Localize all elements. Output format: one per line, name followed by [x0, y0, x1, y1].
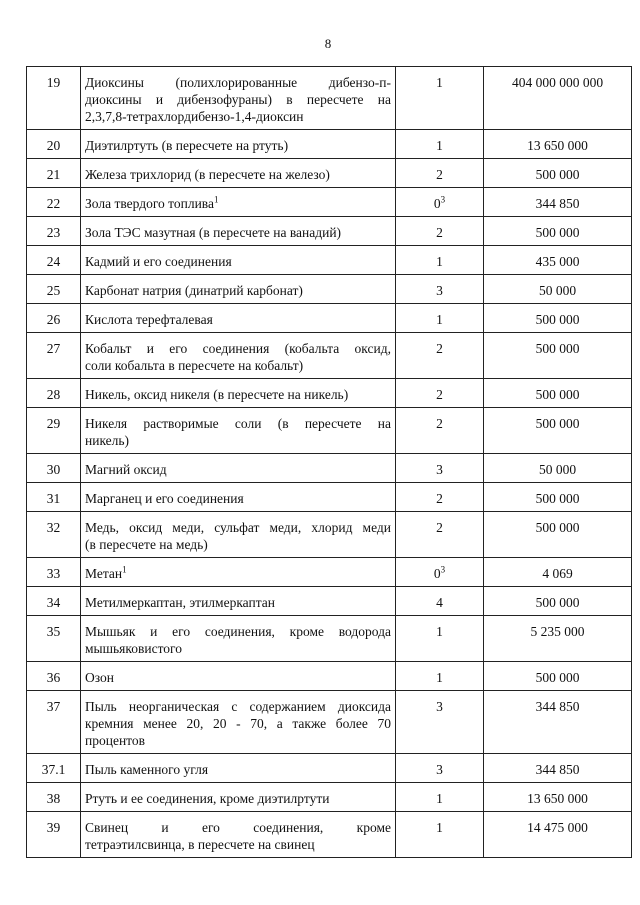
row-number: 27 — [27, 333, 81, 379]
hazard-class: $0^3$ — [396, 188, 484, 217]
substance-name-line: Зола ТЭС мазутная (в пересчете на ванадий) — [85, 225, 342, 240]
coefficient-value: 500 000 — [484, 662, 632, 691]
table-row — [27, 333, 632, 379]
hazard-class: 3 — [396, 454, 484, 483]
substance-name — [81, 217, 396, 246]
coefficient-value: 500 000 — [484, 159, 632, 188]
substance-name-line: Кобальт и его соединения (кобальта оксид, — [85, 341, 391, 356]
coefficient-value: 404 000 000 000 — [484, 67, 632, 130]
hazard-class: 3 — [396, 275, 484, 304]
hazard-class: 1 — [396, 616, 484, 662]
row-number: 25 — [27, 275, 81, 304]
hazard-class: 1 — [396, 130, 484, 159]
substance-name — [81, 512, 396, 558]
substance-name — [81, 246, 396, 275]
hazard-class: 2 — [396, 512, 484, 558]
hazard-class: 2 — [396, 159, 484, 188]
hazard-class: 2 — [396, 379, 484, 408]
substance-name-line: Медь, оксид меди, сульфат меди, хлорид меди — [85, 520, 391, 535]
substance-name — [81, 188, 396, 217]
hazard-class: 2 — [396, 217, 484, 246]
table-row — [27, 754, 632, 783]
substance-name-line: тетраэтилсвинца, в пересчете на свинец — [85, 837, 315, 852]
substance-name — [81, 587, 396, 616]
coefficient-value: 13 650 000 — [484, 130, 632, 159]
substance-name-line: никель) — [85, 433, 130, 448]
row-number: 31 — [27, 483, 81, 512]
substance-name-line: Метан$^1$ — [85, 564, 127, 581]
substance-name — [81, 159, 396, 188]
table-row — [27, 379, 632, 408]
hazard-class: 2 — [396, 483, 484, 512]
substance-name-line: Мышьяк и его соединения, кроме водорода — [85, 624, 391, 639]
substance-name-line: кремния менее 20, 20 - 70, а также более 70 — [85, 716, 391, 731]
coefficient-value: 13 650 000 — [484, 783, 632, 812]
hazard-class: 3 — [396, 691, 484, 754]
row-number: 19 — [27, 67, 81, 130]
coefficient-value: 14 475 000 — [484, 812, 632, 858]
substance-name-line: диоксины и дибензофураны) в пересчете на — [85, 92, 391, 107]
table-row — [27, 783, 632, 812]
coefficient-value: 500 000 — [484, 379, 632, 408]
substance-name — [81, 333, 396, 379]
hazard-class: 1 — [396, 67, 484, 130]
table-row — [27, 304, 632, 333]
row-number: 21 — [27, 159, 81, 188]
row-number: 36 — [27, 662, 81, 691]
coefficient-value: 50 000 — [484, 454, 632, 483]
substance-name-line: (в пересчете на медь) — [85, 537, 208, 552]
substance-name — [81, 275, 396, 304]
substance-name-line: процентов — [85, 733, 146, 748]
coefficient-value: 500 000 — [484, 333, 632, 379]
coefficient-value: 4 069 — [484, 558, 632, 587]
hazard-class: 1 — [396, 812, 484, 858]
row-number: 24 — [27, 246, 81, 275]
substance-name-line: Кадмий и его соединения — [85, 254, 232, 269]
hazard-class: 4 — [396, 587, 484, 616]
table-row — [27, 812, 632, 858]
table-row — [27, 188, 632, 217]
substance-name — [81, 783, 396, 812]
substance-name — [81, 483, 396, 512]
table-row — [27, 662, 632, 691]
footnote-marker: 3 — [440, 564, 446, 575]
substance-name — [81, 304, 396, 333]
table-row — [27, 454, 632, 483]
row-number: 37 — [27, 691, 81, 754]
substance-name-line: Диэтилртуть (в пересчете на ртуть) — [85, 138, 289, 153]
footnote-marker: 1 — [122, 564, 127, 575]
substances-table — [26, 66, 632, 858]
row-number: 35 — [27, 616, 81, 662]
row-number: 22 — [27, 188, 81, 217]
hazard-class: 1 — [396, 783, 484, 812]
coefficient-value: 344 850 — [484, 754, 632, 783]
substance-name — [81, 454, 396, 483]
row-number: 23 — [27, 217, 81, 246]
hazard-class: $0^3$ — [396, 558, 484, 587]
substance-name — [81, 662, 396, 691]
table-row — [27, 616, 632, 662]
row-number: 20 — [27, 130, 81, 159]
page-number: 8 — [324, 36, 332, 51]
row-number: 26 — [27, 304, 81, 333]
coefficient-value: 435 000 — [484, 246, 632, 275]
coefficient-value: 500 000 — [484, 587, 632, 616]
substance-name-line: Метилмеркаптан, этилмеркаптан — [85, 595, 276, 610]
table-row — [27, 67, 632, 130]
substance-name-line: Ртуть и ее соединения, кроме диэтилртути — [85, 791, 330, 806]
coefficient-value: 50 000 — [484, 275, 632, 304]
coefficient-value: 344 850 — [484, 691, 632, 754]
hazard-class: 1 — [396, 304, 484, 333]
hazard-class: 3 — [396, 754, 484, 783]
table-row — [27, 587, 632, 616]
substance-name-line: Железа трихлорид (в пересчете на железо) — [85, 167, 330, 182]
hazard-class: 1 — [396, 246, 484, 275]
substance-name-line: Озон — [85, 670, 114, 685]
table-row — [27, 217, 632, 246]
table-row — [27, 408, 632, 454]
substance-name-line: Пыль неорганическая с содержанием диоксида — [85, 699, 391, 714]
table-body — [27, 67, 632, 858]
substance-name-line: Диоксины (полихлорированные дибензо-п- — [85, 75, 391, 90]
substance-name — [81, 130, 396, 159]
row-number: 38 — [27, 783, 81, 812]
table-row — [27, 246, 632, 275]
substance-name — [81, 616, 396, 662]
substance-name — [81, 67, 396, 130]
substance-name-line: Марганец и его соединения — [85, 491, 244, 506]
substance-name-line: Карбонат натрия (динатрий карбонат) — [85, 283, 303, 298]
footnote-marker: 1 — [214, 194, 219, 205]
row-number: 33 — [27, 558, 81, 587]
row-number: 34 — [27, 587, 81, 616]
table-row — [27, 275, 632, 304]
row-number: 29 — [27, 408, 81, 454]
hazard-class: 1 — [396, 662, 484, 691]
substance-name — [81, 558, 396, 587]
substance-name-line: 2,3,7,8-тетрахлордибензо-1,4-диоксин — [85, 109, 304, 124]
table-row — [27, 159, 632, 188]
substance-name-line: Магний оксид — [85, 462, 167, 477]
coefficient-value: 500 000 — [484, 483, 632, 512]
substance-name-line: Никеля растворимые соли (в пересчете на — [85, 416, 391, 431]
coefficient-value: 344 850 — [484, 188, 632, 217]
coefficient-value: 5 235 000 — [484, 616, 632, 662]
table-row — [27, 512, 632, 558]
substance-name — [81, 754, 396, 783]
coefficient-value: 500 000 — [484, 304, 632, 333]
substance-name-line: Пыль каменного угля — [85, 762, 209, 777]
substance-name-line: Свинец и его соединения, кроме — [85, 820, 391, 835]
footnote-marker: 3 — [440, 194, 446, 205]
substance-name-line: Никель, оксид никеля (в пересчете на никель) — [85, 387, 349, 402]
coefficient-value: 500 000 — [484, 512, 632, 558]
substance-name — [81, 691, 396, 754]
row-number: 37.1 — [27, 754, 81, 783]
row-number: 28 — [27, 379, 81, 408]
table-row — [27, 130, 632, 159]
hazard-class: 2 — [396, 408, 484, 454]
row-number: 32 — [27, 512, 81, 558]
table-row — [27, 558, 632, 587]
substance-name — [81, 379, 396, 408]
table-row — [27, 691, 632, 754]
substance-name — [81, 408, 396, 454]
coefficient-value: 500 000 — [484, 217, 632, 246]
hazard-class: 2 — [396, 333, 484, 379]
table-row — [27, 483, 632, 512]
coefficient-value: 500 000 — [484, 408, 632, 454]
substance-name-line: Зола твердого топлива$^1$ — [85, 194, 219, 211]
substance-name-line: Кислота терефталевая — [85, 312, 213, 327]
row-number: 39 — [27, 812, 81, 858]
row-number: 30 — [27, 454, 81, 483]
substance-name-line: соли кобальта в пересчете на кобальт) — [85, 358, 304, 373]
substance-name-line: мышьяковистого — [85, 641, 183, 656]
substance-name — [81, 812, 396, 858]
